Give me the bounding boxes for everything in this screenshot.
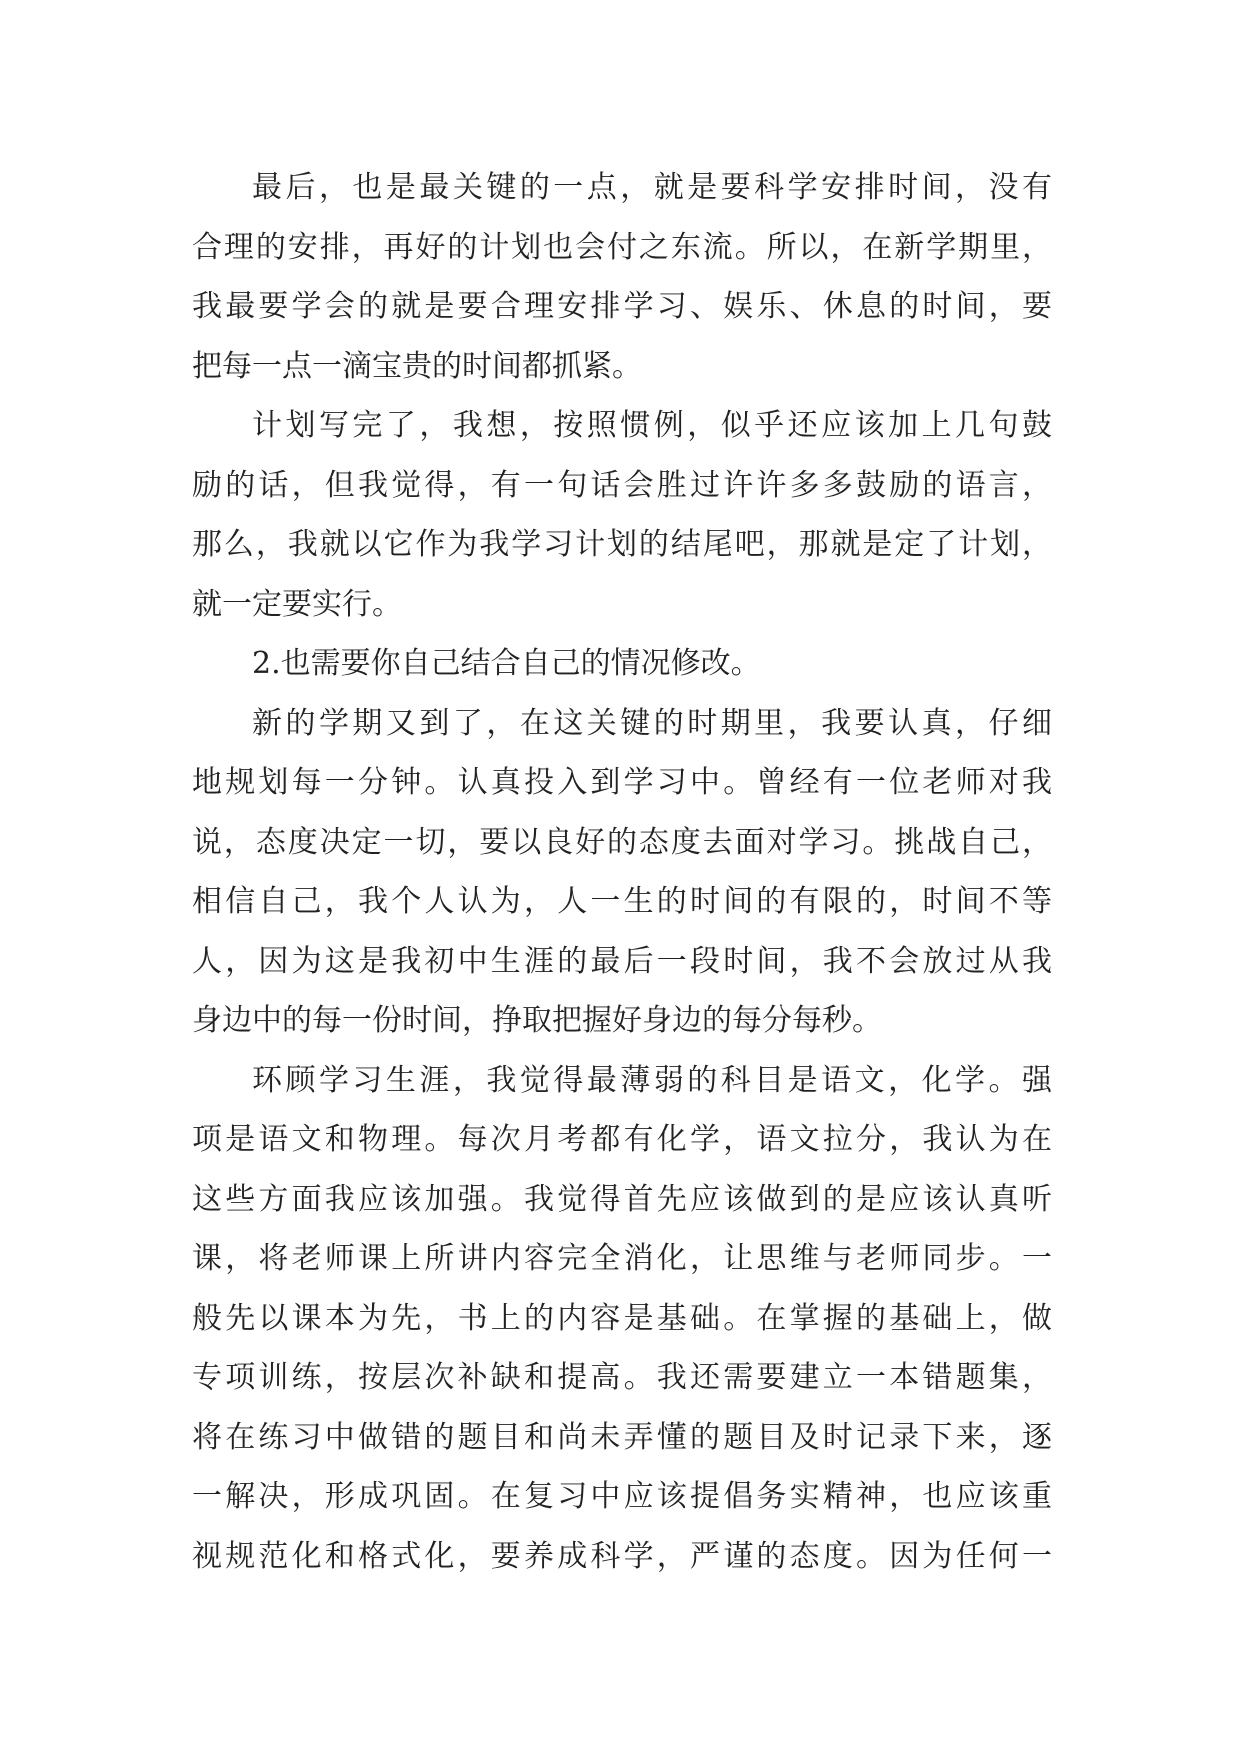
text-line: 计划写完了，我想，按照惯例，似乎还应该加上几句鼓 — [252, 408, 1052, 443]
text-line: 励的话，但我觉得，有一句话会胜过许许多多鼓励的语言， — [192, 467, 1052, 503]
text-line: 这些方面我应该加强。我觉得首先应该做到的是应该认真听 — [192, 1181, 1052, 1217]
text-line: 一解决，形成巩固。在复习中应该提倡务实精神，也应该重 — [192, 1479, 1052, 1514]
paragraph-weak-subjects — [192, 1051, 1052, 1587]
paragraph-time-planning — [192, 158, 1052, 396]
text-line: 人，因为这是我初中生涯的最后一段时间，我不会放过从我 — [192, 943, 1052, 979]
text-line: 课，将老师课上所讲内容完全消化，让思维与老师同步。一 — [192, 1241, 1052, 1276]
section-heading: 2.也需要你自己结合自己的情况修改。 — [252, 646, 761, 681]
text-line: 相信自己，我个人认为，人一生的时间的有限的，时间不等 — [192, 884, 1052, 919]
text-line: 我最要学会的就是要合理安排学习、娱乐、休息的时间，要 — [192, 289, 1052, 324]
text-line: 合理的安排，再好的计划也会付之东流。所以，在新学期里， — [192, 229, 1052, 265]
text-line: 地规划每一分钟。认真投入到学习中。曾经有一位老师对我 — [192, 765, 1052, 800]
text-line: 新的学期又到了，在这关键的时期里，我要认真，仔细 — [252, 705, 1052, 741]
paragraph-section-heading — [192, 634, 1052, 694]
paragraph-plan-ending — [192, 396, 1052, 634]
text-line: 将在练习中做错的题目和尚未弄懂的题目及时记录下来，逐 — [192, 1419, 1052, 1455]
text-line: 最后，也是最关键的一点，就是要科学安排时间，没有 — [252, 170, 1052, 205]
text-line: 那么，我就以它作为我学习计划的结尾吧，那就是定了计划， — [192, 527, 1052, 562]
text-line: 说，态度决定一切，要以良好的态度去面对学习。挑战自己， — [192, 824, 1052, 860]
text-line: 视规范化和格式化，要养成科学，严谨的态度。因为任何一 — [192, 1538, 1052, 1574]
text-line: 项是语文和物理。每次月考都有化学，语文拉分，我认为在 — [192, 1122, 1052, 1157]
text-line: 把每一点一滴宝贵的时间都抓紧。 — [192, 348, 642, 384]
document-body — [192, 158, 1052, 1586]
text-line: 环顾学习生涯，我觉得最薄弱的科目是语文，化学。强 — [252, 1062, 1052, 1098]
text-line: 身边中的每一份时间，挣取把握好身边的每分每秒。 — [192, 1003, 882, 1038]
text-line: 就一定要实行。 — [192, 586, 402, 622]
paragraph-new-semester — [192, 694, 1052, 1051]
text-line: 专项训练，按层次补缺和提高。我还需要建立一本错题集， — [192, 1360, 1052, 1395]
text-line: 般先以课本为先，书上的内容是基础。在掌握的基础上，做 — [192, 1300, 1052, 1336]
